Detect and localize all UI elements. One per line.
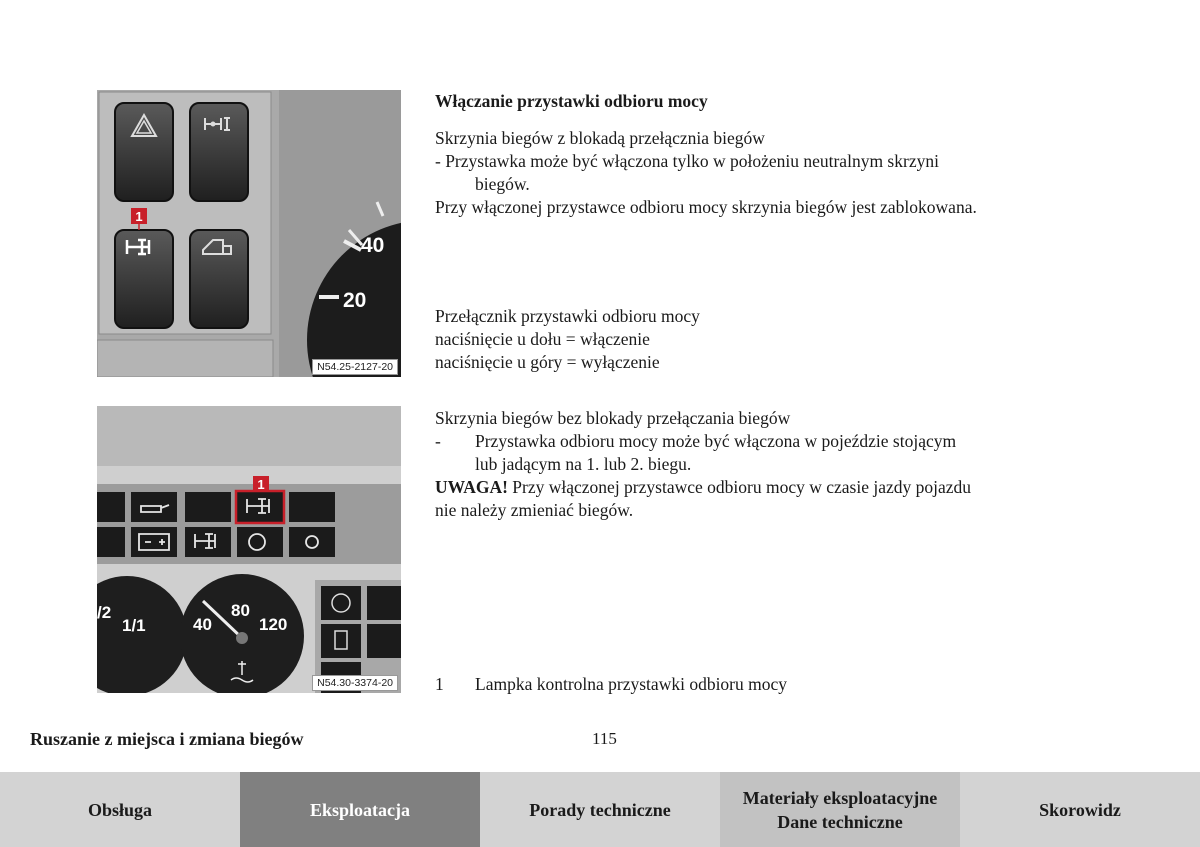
nav-tab-obsluga[interactable]	[0, 772, 240, 847]
legend-text: Lampka kontrolna przystawki odbioru mocy	[475, 674, 788, 694]
temp-gauge-80: 80	[231, 601, 250, 620]
nav-tab-label: Obsługa	[87, 799, 153, 820]
instrument-cluster-illustration	[97, 406, 401, 693]
warning-paragraph	[435, 476, 971, 499]
section3-line1: Skrzynia biegów bez blokady przełączania biegów	[435, 408, 791, 428]
section-no-lock	[435, 407, 971, 522]
warning-label: UWAGA!	[435, 477, 508, 497]
section3-bullet-text: Przystawka odbioru mocy może być włączona w pojeździe stojącym	[475, 431, 957, 451]
bullet-dash: -	[435, 151, 441, 171]
gauge-label-half: /2	[97, 603, 112, 622]
section1-line3: Przy włączonej przystawce odbioru mocy skrzynia biegów jest zablokowana.	[435, 197, 977, 217]
nav-tab-label-line1: Materiały eksploatacyjne	[742, 787, 938, 808]
instrument-cluster-photo	[97, 406, 401, 693]
section1-bullet	[435, 150, 977, 173]
nav-tab-label: Skorowidz	[1039, 799, 1121, 820]
temp-gauge-120: 120	[259, 615, 288, 634]
section2-line2: naciśnięcie u dołu = włączenie	[435, 329, 650, 349]
nav-tab-label: Porady techniczne	[529, 799, 671, 820]
page-heading: Włączanie przystawki odbioru mocy	[435, 91, 708, 111]
callout-1-top: 1	[135, 209, 143, 224]
nav-tab-label: Eksploatacja	[309, 799, 410, 820]
nav-tab-materialy-dane[interactable]	[720, 772, 960, 847]
figure-caption-top: N54.25-2127-20	[312, 359, 398, 375]
gauge-label-1-1: 1/1	[122, 616, 146, 635]
section2-line1: Przełącznik przystawki odbioru mocy	[435, 306, 700, 326]
switch-panel-photo	[97, 90, 401, 377]
legend	[435, 673, 787, 696]
legend-number: 1	[435, 674, 444, 694]
warning-cont: nie należy zmieniać biegów.	[435, 500, 634, 520]
section3-bullet-cont: lub jadącym na 1. lub 2. biegu.	[475, 454, 692, 474]
section1-bullet-cont: biegów.	[475, 174, 530, 194]
section3-bullet	[435, 430, 971, 453]
section2-line3: naciśnięcie u góry = wyłączenie	[435, 352, 660, 372]
switch-panel-illustration	[97, 90, 401, 377]
section-intro	[435, 90, 977, 219]
nav-tab-skorowidz[interactable]	[960, 772, 1200, 847]
nav-tab-label-line2: Dane techniczne	[777, 811, 903, 832]
temp-gauge-40: 40	[193, 615, 212, 634]
chapter-title: Ruszanie z miejsca i zmiana biegów	[30, 729, 304, 749]
section1-line1: Skrzynia biegów z blokadą przełącznia biegów	[435, 128, 765, 148]
section-switch	[435, 305, 700, 374]
section1-bullet-text: Przystawka może być włączona tylko w położeniu neutralnym skrzyni	[445, 151, 939, 171]
bullet-dash: -	[435, 431, 441, 451]
page-number: 115	[592, 729, 617, 748]
warning-text: Przy włączonej przystawce odbioru mocy w czasie jazdy pojazdu	[507, 477, 972, 497]
bottom-nav	[0, 772, 1200, 847]
gauge-label-20: 20	[343, 289, 367, 312]
nav-tab-eksploatacja[interactable]	[240, 772, 480, 847]
gauge-label-40: 40	[361, 234, 385, 257]
nav-tab-porady-techniczne[interactable]	[480, 772, 720, 847]
callout-1-bottom: 1	[257, 477, 265, 492]
figure-caption-bottom: N54.30-3374-20	[312, 675, 398, 691]
